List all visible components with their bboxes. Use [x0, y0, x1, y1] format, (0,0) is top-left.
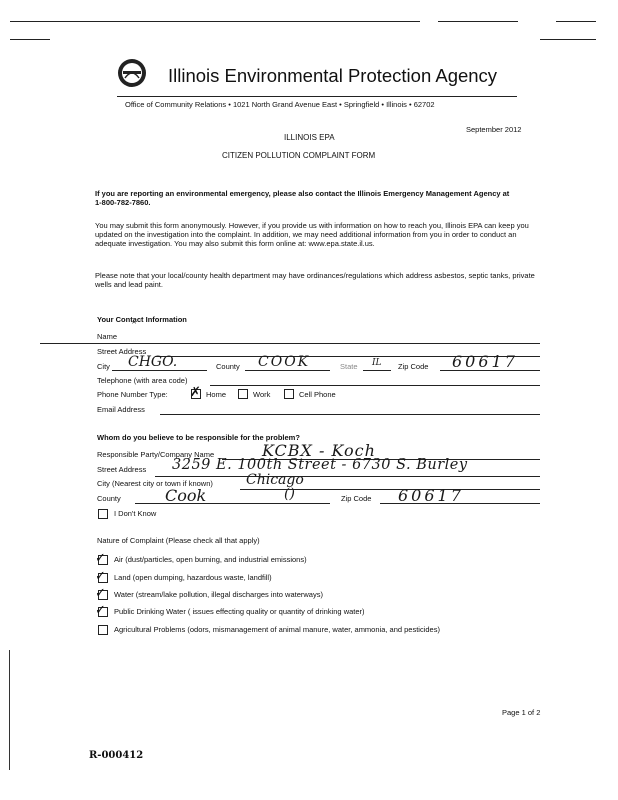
street-label: Street Address — [97, 347, 147, 356]
resp-county-mark: () — [284, 486, 295, 502]
city-label: City — [97, 362, 110, 371]
resp-street-label: Street Address — [97, 465, 147, 474]
work-checkbox[interactable] — [238, 389, 248, 399]
anonymous-notice: You may submit this form anonymously. However, if you provide us with information on how to reach you, Illinois EPA can keep you updated on the investigation into the complaint. In addition, we may need additional information from you in order to conduct an adequate investigation. You may also submit this form online at: www.epa.state.il.us. — [95, 221, 529, 248]
resp-county-label: County — [97, 494, 121, 503]
state-line — [363, 370, 391, 371]
responsible-section-title: Whom do you believe to be responsible for the problem? — [97, 433, 300, 442]
drinking-water-label: Public Drinking Water ( issues effecting quality or quantity of drinking water) — [114, 607, 365, 616]
county-value[interactable]: COOK — [258, 354, 311, 370]
air-label: Air (dust/particles, open burning, and industrial emissions) — [114, 555, 307, 564]
name-label: Name — [97, 332, 118, 341]
scan-edge-line — [438, 21, 518, 22]
page-number: Page 1 of 2 — [502, 708, 541, 717]
water-check-mark: ✓ — [95, 586, 106, 601]
water-label: Water (stream/lake pollution, illegal discharges into waterways) — [114, 590, 323, 599]
resp-zip-line — [380, 503, 540, 504]
emergency-notice: If you are reporting an environmental emergency, please also contact the Illinois Emergency Management Agency at 1-800-782-7860. — [95, 189, 510, 207]
scan-edge-line — [556, 21, 596, 22]
party-label: Responsible Party/Company Name — [97, 450, 215, 459]
county-label: County — [216, 362, 240, 371]
dont-know-label: I Don't Know — [114, 509, 157, 518]
resp-zip-label: Zip Code — [341, 494, 372, 503]
header-rule — [117, 96, 517, 97]
scan-edge-line — [540, 39, 596, 40]
form-heading-title: CITIZEN POLLUTION COMPLAINT FORM — [222, 151, 376, 160]
land-label: Land (open dumping, hazardous waste, landfill) — [114, 573, 272, 582]
cell-label: Cell Phone — [299, 390, 336, 399]
agricultural-checkbox[interactable] — [98, 625, 108, 635]
email-label: Email Address — [97, 405, 145, 414]
form-heading-agency: ILLINOIS EPA — [284, 133, 335, 142]
dont-know-checkbox[interactable] — [98, 509, 108, 519]
nature-section-title: Nature of Complaint (Please check all that apply) — [97, 536, 260, 545]
agricultural-label: Agricultural Problems (odors, mismanagement of animal manure, water, ammonia, and pesticides) — [114, 625, 440, 634]
phone-label: Telephone (with area code) — [97, 376, 188, 385]
city-value[interactable]: CHGO. — [128, 354, 178, 370]
resp-city-value[interactable]: Chicago — [246, 472, 304, 488]
county-line — [245, 370, 330, 371]
resp-city-label: City (Nearest city or town if known) — [97, 479, 213, 488]
bates-number: R-000412 — [89, 750, 144, 761]
air-check-mark: ✓ — [95, 551, 106, 566]
scan-edge-left — [9, 650, 10, 770]
local-note: Please note that your local/county health department may have ordinances/regulations which address asbestos, septic tanks, private wells and lead paint. — [95, 271, 535, 289]
city-line — [112, 370, 207, 371]
contact-section-title: Your Contact Information — [97, 315, 187, 324]
state-label: State — [340, 362, 358, 371]
agency-seal — [117, 58, 147, 88]
phone-field[interactable] — [210, 385, 540, 386]
drinking-water-check-mark: ✓ — [95, 603, 106, 618]
agency-address: Office of Community Relations • 1021 North Grand Avenue East • Springfield • Illinois • 62702 — [125, 100, 435, 109]
name-field[interactable] — [40, 343, 540, 344]
scan-edge-line — [10, 39, 50, 40]
cell-checkbox[interactable] — [284, 389, 294, 399]
agency-title: Illinois Environmental Protection Agency — [168, 65, 498, 86]
form-date: September 2012 — [466, 125, 522, 134]
home-check-mark: ✗ — [190, 385, 201, 400]
zip-line — [440, 370, 540, 371]
resp-street-value[interactable]: 3259 E. 100th Street - 6730 S. Burley — [172, 457, 468, 473]
resp-county-value[interactable]: Cook — [165, 486, 207, 505]
email-field[interactable] — [160, 414, 540, 415]
zip-label: Zip Code — [398, 362, 429, 371]
zip-value[interactable]: 60617 — [452, 352, 518, 371]
phone-type-label: Phone Number Type: — [97, 390, 168, 399]
resp-county-line — [135, 503, 330, 504]
state-value[interactable]: IL — [372, 358, 382, 368]
resp-street-line — [155, 476, 540, 477]
resp-zip-value[interactable]: 60617 — [398, 486, 464, 505]
party-value[interactable]: KCBX - Koch — [262, 441, 376, 460]
land-check-mark: ✓ — [95, 569, 106, 584]
work-label: Work — [253, 390, 271, 399]
scan-edge-line — [10, 21, 420, 22]
name-mark: ˆ — [130, 320, 136, 334]
home-label: Home — [206, 390, 227, 399]
